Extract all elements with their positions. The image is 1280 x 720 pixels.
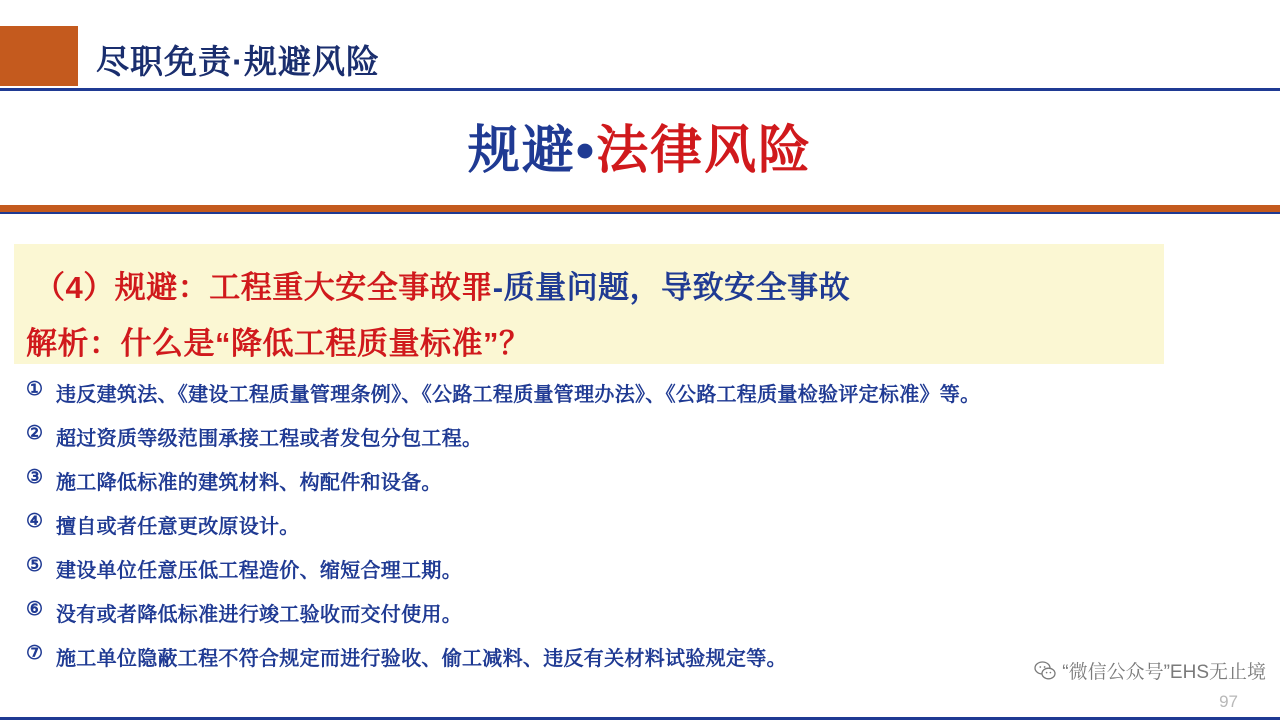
wechat-icon bbox=[1034, 660, 1056, 682]
list-item-label: 擅自或者任意更改原设计。 bbox=[56, 516, 300, 538]
highlight-line-1-mid: -质量问题， bbox=[492, 270, 662, 305]
header-accent-block bbox=[0, 26, 78, 86]
list-item-number: ⑤ bbox=[26, 555, 44, 576]
page-title-part-blue: 规避• bbox=[467, 122, 597, 180]
list-item-number: ③ bbox=[26, 467, 44, 488]
header-divider bbox=[0, 88, 1280, 91]
list-item-label: 施工单位隐蔽工程不符合规定而进行验收、偷工减料、违反有关材料试验规定等。 bbox=[56, 648, 787, 670]
list-item bbox=[26, 378, 1266, 422]
list-item-number: ② bbox=[26, 423, 44, 444]
list-item bbox=[26, 466, 1266, 510]
list-item-label: 违反建筑法、《建设工程质量管理条例》、《公路工程质量管理办法》、《公路工程质量检验评定标准》等。 bbox=[56, 384, 981, 406]
highlight-line-1 bbox=[34, 262, 850, 307]
list-item-label: 超过资质等级范围承接工程或者发包分包工程。 bbox=[56, 428, 483, 450]
list-item-number: ④ bbox=[26, 511, 44, 532]
list-item-number: ⑦ bbox=[26, 643, 44, 664]
title-divider-blue bbox=[0, 212, 1280, 214]
highlight-line-1-crime: 工程重大安全事故罪 bbox=[209, 270, 493, 305]
title-divider-orange bbox=[0, 205, 1280, 212]
list-item bbox=[26, 554, 1266, 598]
page-title-part-red: 法律风险 bbox=[596, 122, 813, 180]
list-item-number: ① bbox=[26, 379, 44, 400]
highlight-line-2: 解析：什么是“降低工程质量标准”？ bbox=[26, 326, 531, 361]
page-title bbox=[0, 108, 1280, 183]
list-item bbox=[26, 598, 1266, 642]
page-number: 97 bbox=[1219, 692, 1238, 711]
list-item-label: 建设单位任意压低工程造价、缩短合理工期。 bbox=[56, 560, 462, 582]
watermark-label: “微信公众号”EHS无止境 bbox=[1062, 662, 1266, 683]
list-item bbox=[26, 422, 1266, 466]
highlight-line-1-tail: 导致安全事故 bbox=[661, 270, 851, 305]
highlight-line-1-prefix: （4）规避： bbox=[34, 270, 210, 305]
list-item-number: ⑥ bbox=[26, 599, 44, 620]
clause-list bbox=[26, 378, 1266, 686]
list-item bbox=[26, 510, 1266, 554]
watermark bbox=[1034, 657, 1266, 684]
list-item-label: 施工降低标准的建筑材料、构配件和设备。 bbox=[56, 472, 442, 494]
header-title: 尽职免责·规避风险 bbox=[96, 43, 380, 80]
list-item-label: 没有或者降低标准进行竣工验收而交付使用。 bbox=[56, 604, 462, 626]
